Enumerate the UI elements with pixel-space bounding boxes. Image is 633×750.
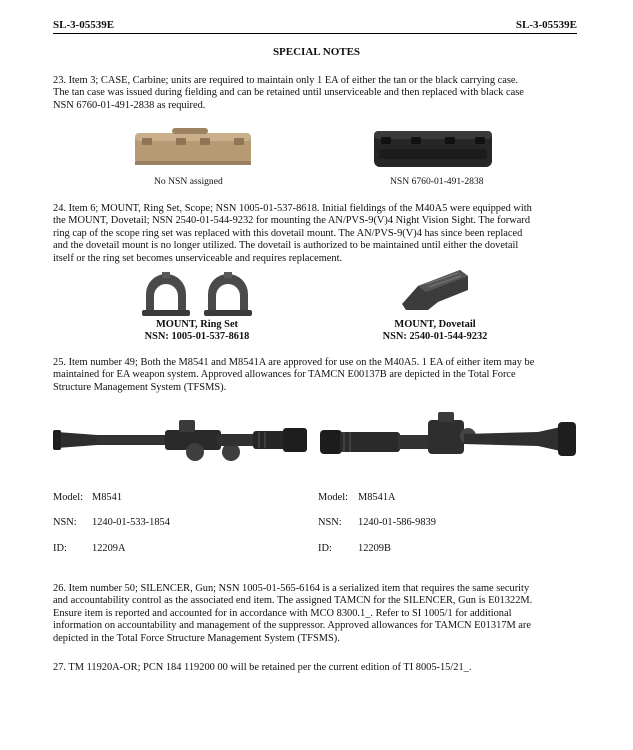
header-rule: [53, 33, 577, 34]
scope-m8541-image: [53, 412, 311, 468]
note-26: [53, 583, 580, 645]
note-23-line: NSN 6760-01-491-2838 as required.: [53, 99, 206, 111]
scope-a-model-label: Model:: [53, 492, 84, 503]
note-27: [53, 662, 580, 674]
scope-m8541a-image: [318, 410, 580, 468]
note-27-line: 27. TM 11920A-OR; PCN 184 119200 00 will be retained per the current edition of TI 8005-15/21_.: [53, 662, 472, 673]
note-24-line: itself or the ring set becomes unserviceable and requires replacement.: [53, 252, 343, 264]
note-24-line: ring cap of the scope ring set was replaced with this dovetail mount. The AN/PVS-9(V)4 has since been replaced: [53, 227, 523, 239]
note-25-line: maintained for EA weapon system. Approved allowances for TAMCN E00137B are depicted in the Total Force: [53, 369, 516, 381]
tan-case-image: [132, 125, 254, 171]
note-26-line: 26. Item number 50; SILENCER, Gun; NSN 1005-01-565-6164 is a serialized item that requires the same security: [53, 583, 530, 594]
note-23-line: 23. Item 3; CASE, Carbine; units are required to maintain only 1 EA of either the tan or the black carrying case.: [53, 75, 519, 86]
note-26-line: Ensure item is reported and accounted for in accordance with MCO 8300.1_. Refer to SI 1005/1 for additional: [53, 607, 512, 619]
doc-id-right: SL-3-05539E: [515, 19, 577, 31]
scope-a-id: 12209A: [92, 543, 126, 554]
scope-b-id-label: ID:: [318, 543, 332, 554]
note-24-line: the MOUNT, Dovetail; NSN 2540-01-544-9232 for mounting the AN/PVS-9(V)4 Night Vision Sight. The forward: [53, 215, 531, 227]
note-24-line: and the dovetail mount is no longer utilized. The dovetail is authorized to be maintained until either the dovetail: [53, 240, 519, 252]
note-25-line: Structure Management System (TFSMS).: [53, 381, 227, 393]
scope-a-model: M8541: [92, 492, 123, 503]
scope-b-nsn: 1240-01-586-9839: [358, 517, 436, 528]
note-23: [53, 75, 580, 112]
note-24-line: 24. Item 6; MOUNT, Ring Set, Scope; NSN 1005-01-537-8618. Initial fieldings of the M40A5 were equipped with: [53, 203, 532, 214]
note-24: [53, 203, 580, 265]
black-case-caption: NSN 6760-01-491-2838: [390, 176, 484, 187]
note-26-line: depicted in the Total Force Structure Management System (TFSMS).: [53, 632, 340, 644]
ring-set-image: [140, 270, 254, 318]
ring-set-nsn: NSN: 1005-01-537-8618: [144, 331, 250, 343]
dovetail-mount-image: [398, 264, 472, 314]
scope-a-id-label: ID:: [53, 543, 67, 554]
scope-a-nsn-label: NSN:: [53, 517, 77, 528]
scope-b-nsn-label: NSN:: [318, 517, 342, 528]
dovetail-caption: [345, 319, 525, 344]
dovetail-nsn: NSN: 2540-01-544-9232: [382, 331, 488, 343]
tan-case-caption: No NSN assigned: [154, 176, 223, 187]
scope-b-id: 12209B: [358, 543, 391, 554]
doc-id-left: SL-3-05539E: [53, 19, 115, 31]
ring-set-caption: [117, 319, 277, 344]
ring-set-name: MOUNT, Ring Set: [155, 319, 239, 330]
note-25: [53, 357, 580, 394]
dovetail-name: MOUNT, Dovetail: [394, 319, 476, 330]
black-case-image: [371, 125, 495, 171]
note-25-line: 25. Item number 49; Both the M8541 and M8541A are approved for use on the M40A5. 1 EA of either item may be: [53, 357, 535, 368]
scope-b-model: M8541A: [358, 492, 396, 503]
page-title: SPECIAL NOTES: [272, 46, 361, 58]
note-26-line: information on accountability and management of the suppressor. Approved allowances for TAMCN E01317M are: [53, 620, 531, 632]
note-26-line: and accountability control as the associated end item. The assigned TAMCN for the SILENCER, Gun is E01322M.: [53, 595, 533, 607]
scope-b-model-label: Model:: [318, 492, 349, 503]
scope-a-nsn: 1240-01-533-1854: [92, 517, 170, 528]
note-23-line: The tan case was issued during fielding and can be retained until unserviceable and then replaced with black case: [53, 87, 524, 99]
